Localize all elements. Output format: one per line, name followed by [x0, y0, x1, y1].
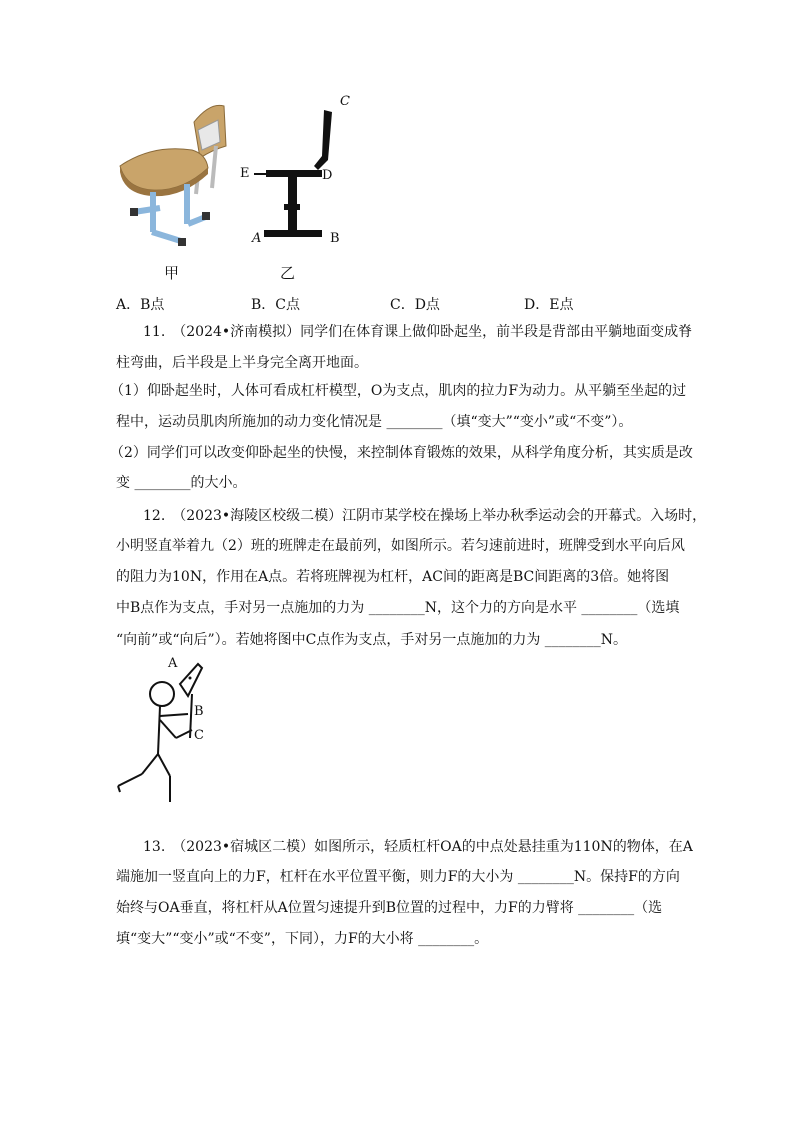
q11-line-4: 程中，运动员肌肉所施加的动力变化情况是 ________（填“变大”“变小”或“不变”）。 [116, 414, 633, 430]
q11-line-5: （2）同学们可以改变仰卧起坐的快慢，来控制体育锻炼的效果，从科学角度分析，其实质是改 [110, 445, 693, 461]
q11-line-6: 变 ________的大小。 [116, 475, 247, 491]
label-a: A [252, 231, 262, 246]
sign-label-a: A [168, 656, 178, 671]
sign-label-b: B [194, 704, 204, 719]
label-c: C [340, 94, 350, 109]
choice-a: A．B点 [116, 297, 165, 313]
chair-photo-figure [112, 96, 232, 252]
choice-c: C．D点 [390, 297, 440, 313]
caption-yi: 乙 [280, 264, 296, 282]
q11-line-3: （1）仰卧起坐时，人体可看成杠杆模型，O为支点，肌肉的拉力F为动力。从平躺至坐起的过 [110, 383, 687, 399]
choice-b: B．C点 [251, 297, 300, 313]
label-e: E [240, 166, 250, 181]
q12-line-4: 中B点作为支点，手对另一点施加的力为 ________N，这个力的方向是水平 ________（选填 [116, 600, 680, 616]
q11-line-1: 11. （2024•济南模拟）同学们在体育课上做仰卧起坐，前半段是背部由平躺地面变成脊 [143, 324, 693, 340]
q13-line-4: 填“变大”“变小”或“不变”，下同），力F的大小将 ________。 [116, 931, 489, 947]
choice-d: D．E点 [524, 297, 574, 313]
chair-schematic-figure [236, 94, 356, 250]
q12-line-5: “向前”或“向后”）。若她将图中C点作为支点，手对另一点施加的力为 ________N。 [116, 632, 628, 648]
q13-line-2: 端施加一竖直向上的力F，杠杆在水平位置平衡，则力F的大小为 ________N。保持F的方向 [116, 869, 680, 885]
q12-line-3: 的阻力为10N，作用在A点。若将班牌视为杠杆，AC间的距离是BC间距离的3倍。她将图 [116, 569, 670, 585]
q11-line-2: 柱弯曲，后半段是上半身完全离开地面。 [116, 355, 368, 371]
q12-line-1: 12. （2023•海陵区校级二模）江阴市某学校在操场上举办秋季运动会的开幕式。入场时， [143, 508, 707, 524]
q13-line-1: 13. （2023•宿城区二模）如图所示，轻质杠杆OA的中点处悬挂重为110N的物体，在A [143, 839, 693, 855]
q13-line-3: 始终与OA垂直，将杠杆从A位置匀速提升到B位置的过程中，力F的力臂将 ________（选 [116, 900, 663, 916]
q12-line-2: 小明竖直举着九（2）班的班牌走在最前列，如图所示。若匀速前进时，班牌受到水平向后风 [116, 538, 685, 554]
caption-jia: 甲 [164, 264, 180, 282]
sign-label-c: C [194, 728, 204, 743]
stick-figure-sign [112, 656, 222, 806]
label-d: D [322, 168, 333, 183]
label-b: B [330, 231, 340, 246]
